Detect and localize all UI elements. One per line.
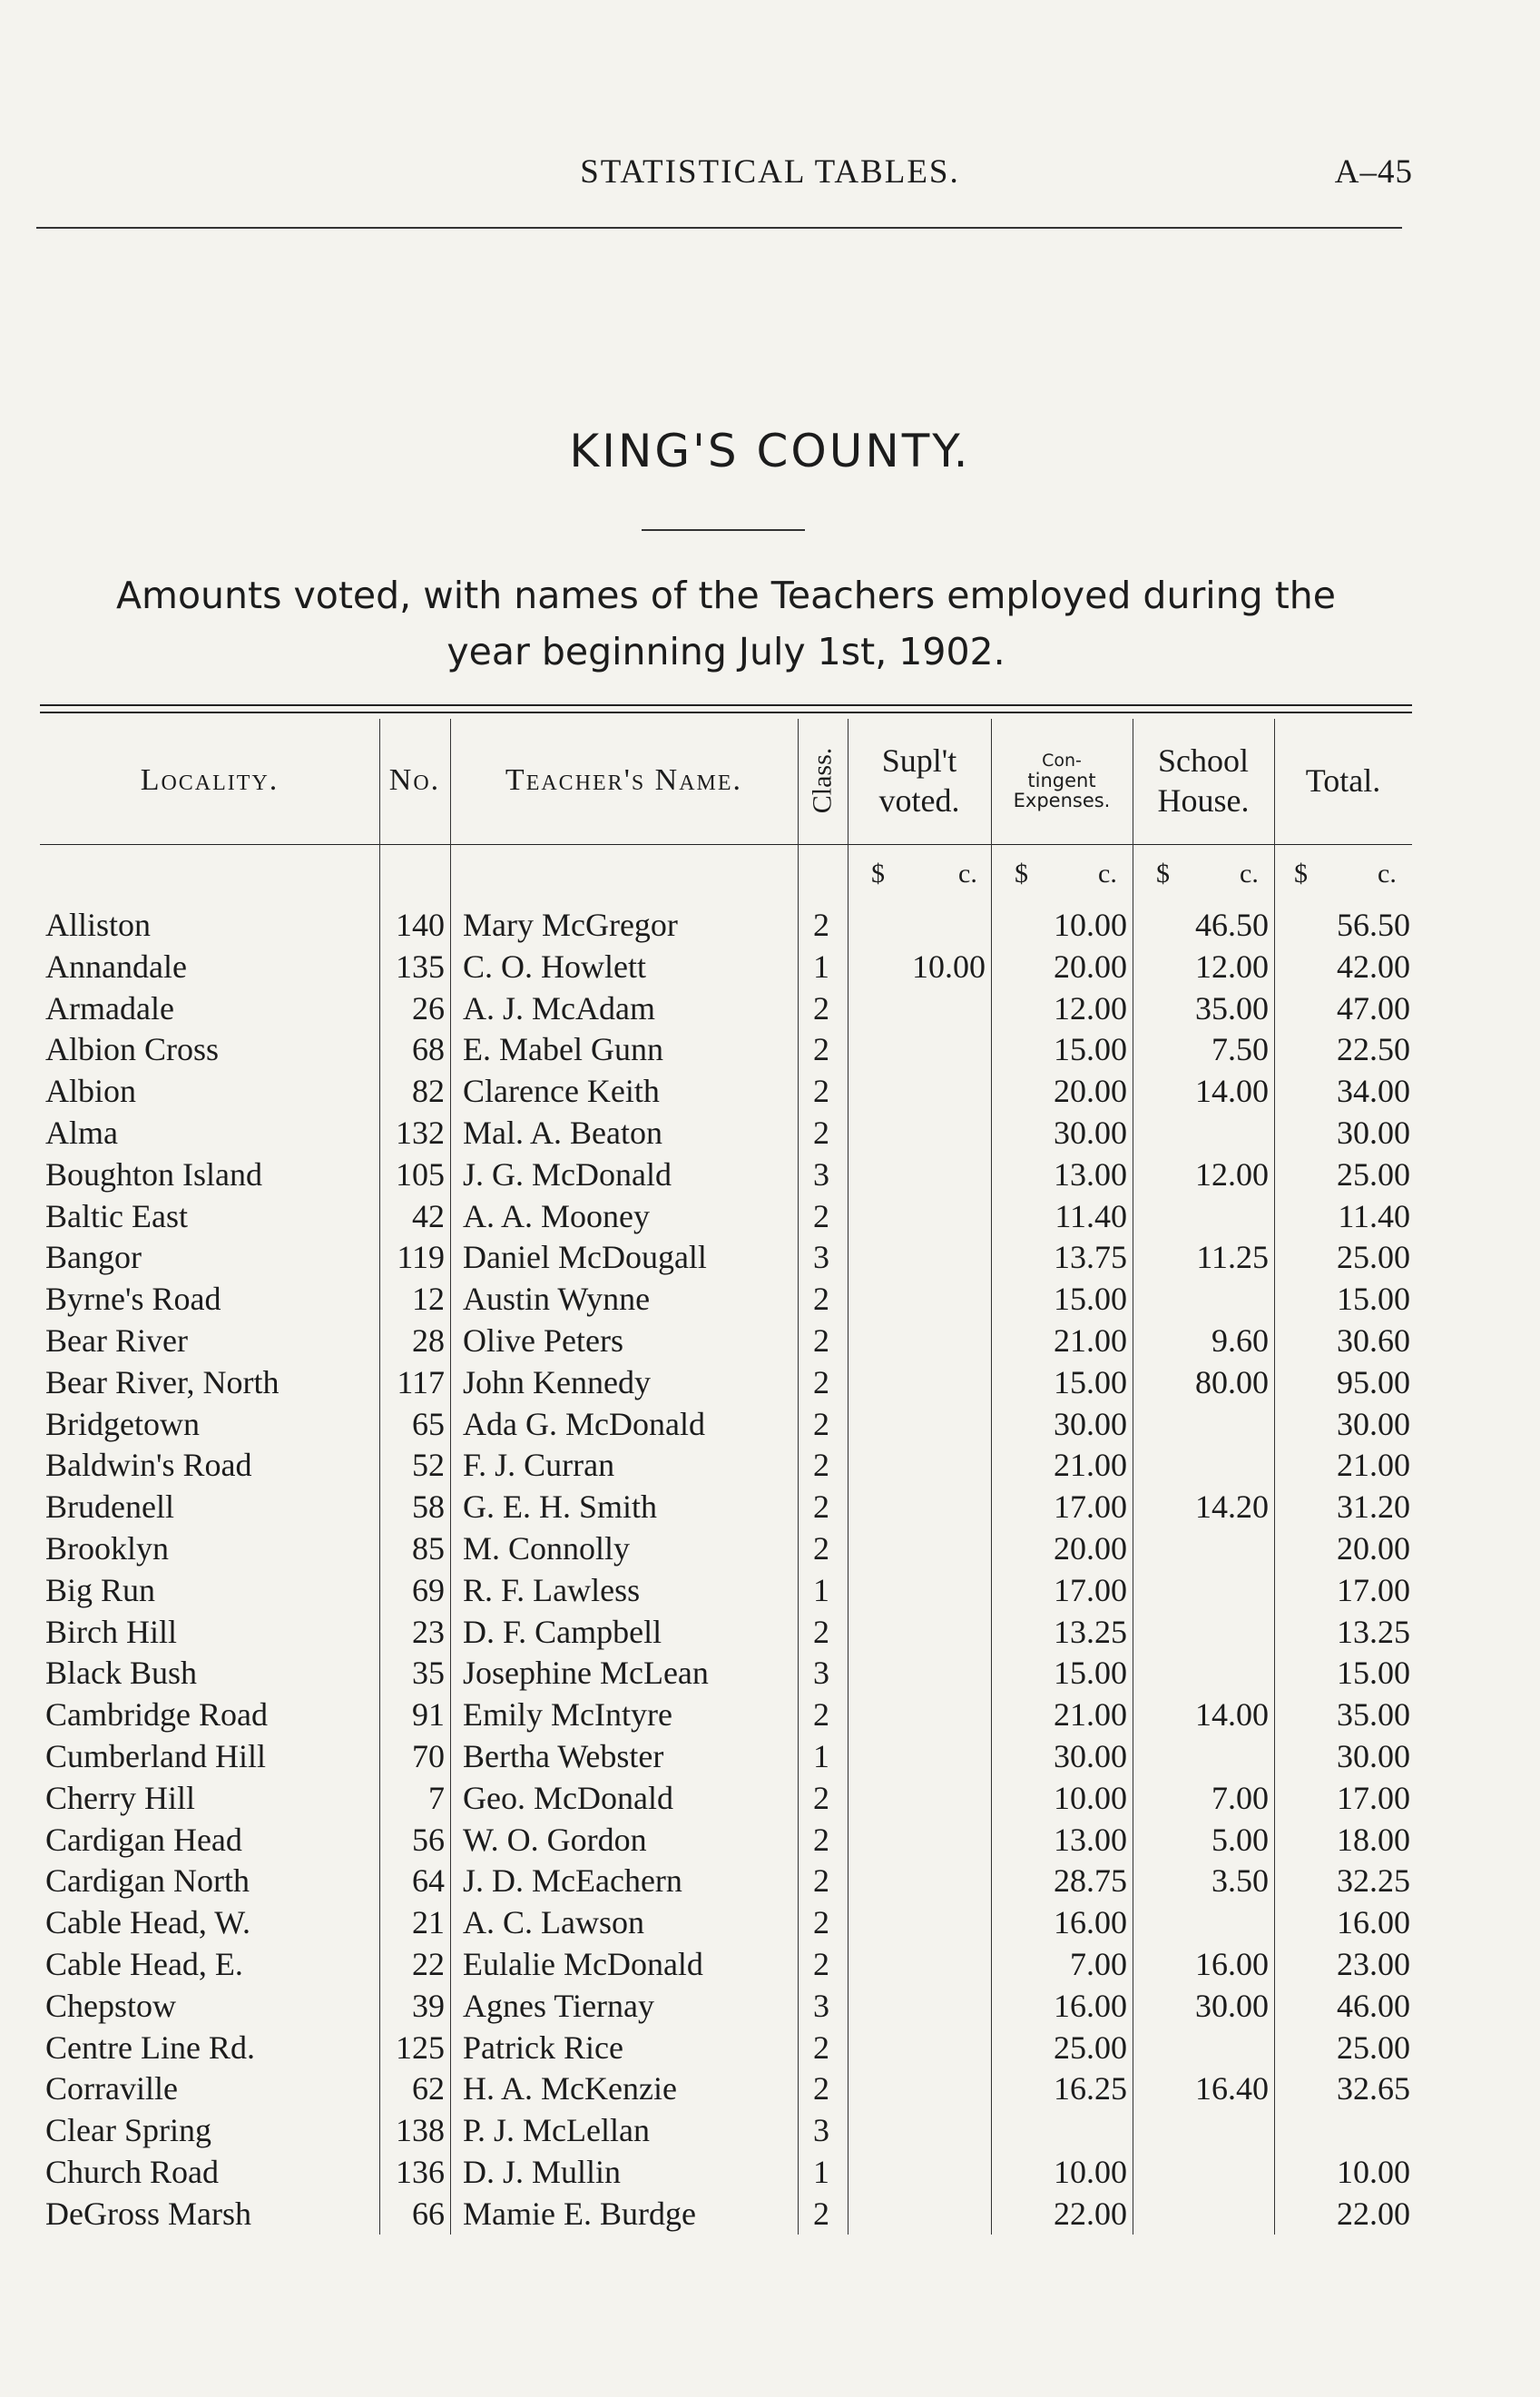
- cell-locality: Albion: [45, 1073, 137, 1110]
- cell-locality: Birch Hill: [45, 1613, 177, 1650]
- cell-class: 1: [813, 1737, 829, 1774]
- table-row: [0, 1570, 1540, 1612]
- cell-no: 135: [396, 948, 445, 985]
- cell-no: 119: [397, 1239, 445, 1276]
- cell-school-house: 16.00: [1195, 1945, 1269, 1982]
- cell-contingent: 30.00: [1054, 1114, 1127, 1151]
- cell-school-house: 5.00: [1211, 1821, 1269, 1858]
- cell-school-house: 7.50: [1211, 1031, 1269, 1068]
- table-row: [0, 1154, 1540, 1196]
- cell-total: 22.50: [1337, 1031, 1410, 1068]
- cell-class: 3: [813, 2112, 829, 2149]
- cell-locality: Alma: [45, 1114, 118, 1151]
- cell-class: 2: [813, 1363, 829, 1400]
- cell-school-house: 11.25: [1196, 1239, 1269, 1276]
- cell-teacher-name: A. A. Mooney: [463, 1197, 650, 1234]
- cell-total: 25.00: [1337, 2029, 1410, 2066]
- cell-contingent: 15.00: [1054, 1031, 1127, 1068]
- cell-teacher-name: G. E. H. Smith: [463, 1488, 658, 1526]
- cell-class: 2: [813, 1529, 829, 1567]
- cell-class: 2: [813, 1821, 829, 1858]
- cell-teacher-name: A. J. McAdam: [463, 989, 655, 1027]
- cell-teacher-name: W. O. Gordon: [463, 1821, 647, 1858]
- cell-contingent: 15.00: [1054, 1655, 1127, 1692]
- cell-total: 32.25: [1337, 1862, 1410, 1900]
- header-class: Class.: [807, 747, 838, 814]
- cell-contingent: 17.00: [1054, 1488, 1127, 1526]
- cell-locality: Cambridge Road: [45, 1696, 268, 1734]
- cell-locality: Boughton Island: [45, 1155, 262, 1193]
- cell-contingent: 28.75: [1054, 1862, 1127, 1900]
- page-number: A–45: [1334, 153, 1413, 191]
- cell-school-house: 14.20: [1195, 1488, 1269, 1526]
- cell-contingent: 22.00: [1054, 2195, 1127, 2232]
- cell-class: 2: [813, 1447, 829, 1484]
- cell-class: 2: [813, 1488, 829, 1526]
- cell-teacher-name: Austin Wynne: [463, 1281, 651, 1318]
- cell-locality: Armadale: [45, 989, 174, 1027]
- cell-locality: Alliston: [45, 907, 152, 943]
- cell-contingent: 16.00: [1054, 1987, 1127, 2024]
- cell-contingent: 15.00: [1054, 1363, 1127, 1400]
- cell-contingent: 13.00: [1054, 1155, 1127, 1193]
- cell-contingent: 13.00: [1054, 1821, 1127, 1858]
- cell-teacher-name: Ada G. McDonald: [463, 1405, 705, 1442]
- cell-school-house: 14.00: [1195, 1696, 1269, 1734]
- cell-contingent: 20.00: [1054, 1073, 1127, 1110]
- cell-total: 17.00: [1337, 1571, 1410, 1608]
- cell-contingent: 21.00: [1054, 1321, 1127, 1359]
- cell-class: 2: [813, 2195, 829, 2232]
- header-no: No.: [388, 763, 441, 797]
- cell-no: 132: [396, 1114, 445, 1151]
- cell-no: 21: [412, 1904, 445, 1941]
- table-row: [0, 1902, 1540, 1944]
- table-body: [0, 905, 1540, 2235]
- cell-total: 16.00: [1337, 1904, 1410, 1941]
- cell-locality: Cable Head, W.: [45, 1904, 250, 1941]
- cell-class: 2: [813, 1862, 829, 1900]
- cell-locality: Church Road: [45, 2153, 219, 2190]
- cell-no: 56: [412, 1821, 445, 1858]
- cell-teacher-name: Eulalie McDonald: [463, 1945, 703, 1982]
- table-row: [0, 1736, 1540, 1778]
- cell-school-house: 46.50: [1195, 907, 1269, 943]
- table-row: [0, 1321, 1540, 1362]
- cell-locality: Albion Cross: [45, 1031, 220, 1068]
- cell-locality: Black Bush: [45, 1655, 197, 1692]
- table-top-rule-inner: [40, 712, 1412, 713]
- cell-total: 21.00: [1337, 1447, 1410, 1484]
- table-row: [0, 1653, 1540, 1695]
- cell-school-house: 30.00: [1195, 1987, 1269, 2024]
- table-row: [0, 1445, 1540, 1487]
- caption-line-1: Amounts voted, with names of the Teachers employed during the: [115, 574, 1337, 617]
- cell-contingent: 15.00: [1054, 1281, 1127, 1318]
- header-contingent-expenses: Con- tingent Expenses.: [1013, 751, 1111, 811]
- cell-contingent: 7.00: [1070, 1945, 1127, 1982]
- cell-locality: Baldwin's Road: [45, 1447, 252, 1484]
- cell-contingent: 20.00: [1054, 1529, 1127, 1567]
- cell-teacher-name: John Kennedy: [463, 1363, 651, 1400]
- cell-total: 10.00: [1337, 2153, 1410, 2190]
- cell-class: 2: [813, 1613, 829, 1650]
- cell-total: 25.00: [1337, 1239, 1410, 1276]
- cell-locality: Bear River, North: [45, 1363, 280, 1400]
- cell-no: 42: [412, 1197, 445, 1234]
- cell-no: 117: [397, 1363, 445, 1400]
- cell-contingent: 10.00: [1054, 2153, 1127, 2190]
- cell-total: 18.00: [1337, 1821, 1410, 1858]
- unit-dollar: $: [871, 859, 885, 889]
- cell-no: 23: [412, 1613, 445, 1650]
- table-row: [0, 988, 1540, 1030]
- table-row: [0, 947, 1540, 988]
- cell-class: 2: [813, 907, 829, 943]
- cell-teacher-name: Agnes Tiernay: [463, 1987, 655, 2024]
- cell-teacher-name: J. D. McEachern: [463, 1862, 682, 1900]
- cell-locality: Baltic East: [45, 1197, 188, 1234]
- cell-no: 52: [412, 1447, 445, 1484]
- header-bottom-rule: [40, 844, 1412, 845]
- cell-no: 12: [412, 1281, 445, 1318]
- cell-total: 95.00: [1337, 1363, 1410, 1400]
- table-row: [0, 1612, 1540, 1654]
- cell-total: 47.00: [1337, 989, 1410, 1027]
- cell-locality: Big Run: [45, 1571, 156, 1608]
- cell-total: 15.00: [1337, 1281, 1410, 1318]
- cell-class: 2: [813, 1904, 829, 1941]
- cell-no: 7: [428, 1779, 445, 1816]
- cell-total: 34.00: [1337, 1073, 1410, 1110]
- table-row: [0, 2152, 1540, 2194]
- cell-no: 105: [396, 1155, 445, 1193]
- cell-class: 2: [813, 1321, 829, 1359]
- cell-total: 13.25: [1337, 1613, 1410, 1650]
- cell-contingent: 30.00: [1054, 1737, 1127, 1774]
- cell-school-house: 80.00: [1195, 1363, 1269, 1400]
- cell-no: 85: [412, 1529, 445, 1567]
- cell-contingent: 25.00: [1054, 2029, 1127, 2066]
- cell-teacher-name: J. G. McDonald: [463, 1155, 672, 1193]
- cell-no: 39: [412, 1987, 445, 2024]
- unit-dollar: $: [1294, 859, 1308, 889]
- cell-teacher-name: M. Connolly: [463, 1529, 631, 1567]
- header-school-house: School House.: [1157, 742, 1250, 819]
- cell-school-house: 12.00: [1195, 948, 1269, 985]
- table-row: [0, 2194, 1540, 2235]
- table-row: [0, 2028, 1540, 2069]
- running-title: STATISTICAL TABLES.: [580, 153, 960, 191]
- title-rule: [642, 529, 805, 531]
- cell-locality: Corraville: [45, 2070, 178, 2107]
- unit-cents: c.: [1378, 859, 1397, 889]
- cell-teacher-name: Patrick Rice: [463, 2029, 623, 2066]
- cell-school-house: 9.60: [1211, 1321, 1269, 1359]
- cell-locality: Bangor: [45, 1239, 142, 1276]
- cell-total: 30.00: [1337, 1737, 1410, 1774]
- cell-total: 17.00: [1337, 1779, 1410, 1816]
- unit-cents: c.: [1098, 859, 1117, 889]
- cell-contingent: 21.00: [1054, 1447, 1127, 1484]
- cell-total: 32.65: [1337, 2070, 1410, 2107]
- cell-no: 69: [412, 1571, 445, 1608]
- cell-teacher-name: Emily McIntyre: [463, 1696, 672, 1734]
- table-row: [0, 1279, 1540, 1321]
- cell-locality: Brudenell: [45, 1488, 174, 1526]
- cell-no: 125: [396, 2029, 445, 2066]
- cell-teacher-name: Clarence Keith: [463, 1073, 660, 1110]
- cell-no: 62: [412, 2070, 445, 2107]
- cell-contingent: 16.00: [1054, 1904, 1127, 1941]
- cell-contingent: 12.00: [1054, 989, 1127, 1027]
- unit-dollar: $: [1015, 859, 1028, 889]
- cell-total: 56.50: [1337, 907, 1410, 943]
- cell-class: 1: [813, 948, 829, 985]
- cell-teacher-name: Geo. McDonald: [463, 1779, 673, 1816]
- cell-locality: Cumberland Hill: [45, 1737, 266, 1774]
- cell-no: 26: [412, 989, 445, 1027]
- table-caption: [36, 567, 1416, 680]
- cell-contingent: 11.40: [1054, 1197, 1127, 1234]
- cell-total: 11.40: [1338, 1197, 1410, 1234]
- cell-teacher-name: Josephine McLean: [463, 1655, 709, 1692]
- cell-class: 2: [813, 1945, 829, 1982]
- cell-no: 91: [412, 1696, 445, 1734]
- cell-total: 30.00: [1337, 1114, 1410, 1151]
- cell-contingent: 10.00: [1054, 907, 1127, 943]
- table-row: [0, 1029, 1540, 1071]
- cell-no: 64: [412, 1862, 445, 1900]
- cell-class: 2: [813, 1779, 829, 1816]
- cell-total: 35.00: [1337, 1696, 1410, 1734]
- cell-no: 35: [412, 1655, 445, 1692]
- cell-contingent: 13.75: [1054, 1239, 1127, 1276]
- table-row: [0, 2110, 1540, 2152]
- cell-no: 70: [412, 1737, 445, 1774]
- cell-locality: Centre Line Rd.: [45, 2029, 255, 2066]
- cell-contingent: 13.25: [1054, 1613, 1127, 1650]
- cell-class: 1: [813, 1571, 829, 1608]
- cell-class: 2: [813, 1073, 829, 1110]
- cell-school-house: 7.00: [1211, 1779, 1269, 1816]
- header-rule: [36, 227, 1402, 229]
- table-row: [0, 1487, 1540, 1528]
- cell-class: 3: [813, 1655, 829, 1692]
- unit-cents: c.: [1240, 859, 1259, 889]
- cell-teacher-name: Mary McGregor: [463, 907, 678, 943]
- cell-teacher-name: Mal. A. Beaton: [463, 1114, 662, 1151]
- table-row: [0, 1861, 1540, 1902]
- table-row: [0, 905, 1540, 947]
- cell-teacher-name: Olive Peters: [463, 1321, 623, 1359]
- cell-class: 3: [813, 1155, 829, 1193]
- table-row: [0, 2068, 1540, 2110]
- cell-no: 138: [396, 2112, 445, 2149]
- table-row: [0, 1237, 1540, 1279]
- cell-teacher-name: Bertha Webster: [463, 1737, 664, 1774]
- cell-school-house: 35.00: [1195, 989, 1269, 1027]
- cell-contingent: 21.00: [1054, 1696, 1127, 1734]
- cell-class: 2: [813, 1696, 829, 1734]
- cell-locality: DeGross Marsh: [45, 2195, 251, 2232]
- cell-locality: Cable Head, E.: [45, 1945, 243, 1982]
- header-total: Total.: [1305, 762, 1381, 799]
- table-row: [0, 1113, 1540, 1154]
- cell-locality: Cherry Hill: [45, 1779, 195, 1816]
- cell-teacher-name: D. J. Mullin: [463, 2153, 622, 2190]
- cell-locality: Clear Spring: [45, 2112, 211, 2149]
- cell-class: 3: [813, 1987, 829, 2024]
- cell-total: 30.60: [1337, 1321, 1410, 1359]
- table-row: [0, 1778, 1540, 1820]
- cell-no: 136: [396, 2153, 445, 2190]
- cell-no: 82: [412, 1073, 445, 1110]
- cell-teacher-name: D. F. Campbell: [463, 1613, 662, 1650]
- cell-total: 23.00: [1337, 1945, 1410, 1982]
- header-teacher-name: Teacher's Name.: [505, 763, 743, 797]
- cell-total: 20.00: [1337, 1529, 1410, 1567]
- cell-class: 2: [813, 2029, 829, 2066]
- cell-class: 2: [813, 2070, 829, 2107]
- cell-class: 2: [813, 1405, 829, 1442]
- cell-contingent: 10.00: [1054, 1779, 1127, 1816]
- cell-class: 2: [813, 1281, 829, 1318]
- cell-no: 22: [412, 1945, 445, 1982]
- cell-teacher-name: R. F. Lawless: [463, 1571, 641, 1608]
- cell-no: 28: [412, 1321, 445, 1359]
- table-row: [0, 1528, 1540, 1570]
- cell-class: 3: [813, 1239, 829, 1276]
- cell-total: 15.00: [1337, 1655, 1410, 1692]
- cell-suppt-voted: 10.00: [912, 948, 986, 985]
- cell-total: 25.00: [1337, 1155, 1410, 1193]
- cell-locality: Bear River: [45, 1321, 188, 1359]
- cell-no: 68: [412, 1031, 445, 1068]
- cell-locality: Annandale: [45, 948, 187, 985]
- table-row: [0, 1196, 1540, 1238]
- cell-no: 58: [412, 1488, 445, 1526]
- table-row: [0, 1362, 1540, 1404]
- table-row: [0, 1071, 1540, 1113]
- cell-total: 30.00: [1337, 1405, 1410, 1442]
- header-locality: Locality.: [140, 763, 280, 797]
- unit-dollar: $: [1156, 859, 1170, 889]
- running-head: [0, 152, 1540, 198]
- table-top-rule: [40, 704, 1412, 706]
- cell-school-house: 14.00: [1195, 1073, 1269, 1110]
- cell-class: 2: [813, 989, 829, 1027]
- cell-no: 65: [412, 1405, 445, 1442]
- cell-total: 46.00: [1337, 1987, 1410, 2024]
- cell-contingent: 16.25: [1054, 2070, 1127, 2107]
- cell-teacher-name: P. J. McLellan: [463, 2112, 650, 2149]
- cell-no: 66: [412, 2195, 445, 2232]
- cell-locality: Byrne's Road: [45, 1281, 221, 1318]
- unit-cents: c.: [958, 859, 977, 889]
- cell-teacher-name: C. O. Howlett: [463, 948, 646, 985]
- cell-teacher-name: Daniel McDougall: [463, 1239, 707, 1276]
- cell-contingent: 20.00: [1054, 948, 1127, 985]
- cell-locality: Bridgetown: [45, 1405, 200, 1442]
- cell-school-house: 16.40: [1195, 2070, 1269, 2107]
- cell-class: 2: [813, 1031, 829, 1068]
- caption-line-2: year beginning July 1st, 1902.: [446, 630, 1005, 673]
- table-row: [0, 1820, 1540, 1862]
- table-row: [0, 1986, 1540, 2028]
- cell-teacher-name: Mamie E. Burdge: [463, 2195, 696, 2232]
- cell-locality: Cardigan North: [45, 1862, 250, 1900]
- header-suppt-voted: Supl't voted.: [878, 742, 960, 819]
- cell-teacher-name: E. Mabel Gunn: [463, 1031, 663, 1068]
- county-title: KING'S COUNTY.: [569, 425, 971, 477]
- cell-no: 140: [396, 907, 445, 943]
- cell-locality: Chepstow: [45, 1987, 176, 2024]
- cell-teacher-name: H. A. McKenzie: [463, 2070, 677, 2107]
- cell-locality: Cardigan Head: [45, 1821, 242, 1858]
- table-row: [0, 1695, 1540, 1736]
- cell-school-house: 3.50: [1211, 1862, 1269, 1900]
- cell-total: 42.00: [1337, 948, 1410, 985]
- cell-contingent: 30.00: [1054, 1405, 1127, 1442]
- cell-locality: Brooklyn: [45, 1529, 170, 1567]
- cell-class: 1: [813, 2153, 829, 2190]
- cell-contingent: 17.00: [1054, 1571, 1127, 1608]
- cell-class: 2: [813, 1114, 829, 1151]
- cell-teacher-name: F. J. Curran: [463, 1447, 615, 1484]
- cell-total: 22.00: [1337, 2195, 1410, 2232]
- cell-class: 2: [813, 1197, 829, 1234]
- cell-teacher-name: A. C. Lawson: [463, 1904, 644, 1941]
- table-row: [0, 1944, 1540, 1986]
- table-row: [0, 1404, 1540, 1446]
- cell-school-house: 12.00: [1195, 1155, 1269, 1193]
- cell-total: 31.20: [1337, 1488, 1410, 1526]
